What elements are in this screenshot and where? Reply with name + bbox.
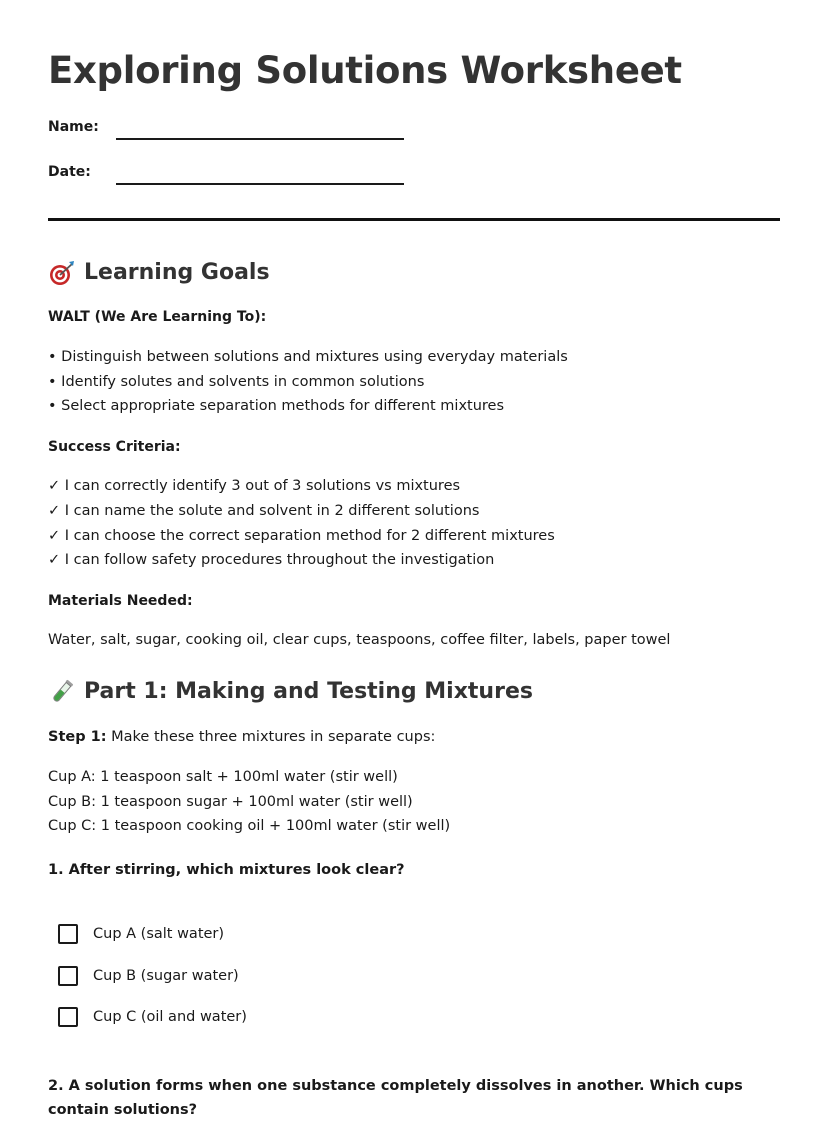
walt-item: • Distinguish between solutions and mixtures using everyday materials	[48, 349, 568, 365]
learning-goals-title: Learning Goals	[84, 260, 270, 285]
step1-label: Step 1:	[48, 729, 107, 745]
checkbox[interactable]	[58, 966, 78, 986]
option-cup-a[interactable]	[58, 922, 224, 946]
option-label: Cup B (sugar water)	[93, 968, 239, 984]
date-field-row	[48, 163, 448, 187]
test-tube-icon	[48, 678, 76, 706]
success-criteria-item: ✓ I can choose the correct separation method for 2 different mixtures	[48, 528, 555, 544]
name-field-row	[48, 118, 448, 142]
success-criteria-heading: Success Criteria:	[48, 439, 181, 455]
option-label: Cup C (oil and water)	[93, 1009, 247, 1025]
date-label: Date:	[48, 164, 91, 180]
option-label: Cup A (salt water)	[93, 926, 225, 942]
part1-heading	[48, 677, 533, 707]
cup-item: Cup C: 1 teaspoon cooking oil + 100ml water (stir well)	[48, 818, 451, 834]
step1-line	[48, 727, 435, 747]
date-field[interactable]	[116, 183, 404, 185]
name-field[interactable]	[116, 138, 404, 140]
cup-item: Cup B: 1 teaspoon sugar + 100ml water (stir well)	[48, 794, 413, 810]
walt-item: • Identify solutes and solvents in common solutions	[48, 374, 425, 390]
success-criteria-item: ✓ I can follow safety procedures throughout the investigation	[48, 552, 495, 568]
cup-item: Cup A: 1 teaspoon salt + 100ml water (stir well)	[48, 769, 398, 785]
walt-heading: WALT (We Are Learning To):	[48, 309, 267, 325]
question-2: 2. A solution forms when one substance completely dissolves in another. Which cups contain solutions?	[48, 1078, 743, 1118]
page-title: Exploring Solutions Worksheet	[48, 49, 682, 92]
materials-heading: Materials Needed:	[48, 593, 193, 609]
part1-title: Part 1: Making and Testing Mixtures	[84, 679, 533, 704]
target-icon	[48, 259, 76, 287]
materials-text: Water, salt, sugar, cooking oil, clear cups, teaspoons, coffee filter, labels, paper towel	[48, 632, 671, 648]
header-divider	[48, 218, 780, 221]
step1-text: Make these three mixtures in separate cups:	[106, 729, 436, 745]
checkbox[interactable]	[58, 1007, 78, 1027]
success-criteria-item: ✓ I can name the solute and solvent in 2 different solutions	[48, 503, 480, 519]
name-label: Name:	[48, 119, 99, 135]
learning-goals-heading	[48, 258, 270, 288]
walt-item: • Select appropriate separation methods for different mixtures	[48, 398, 505, 414]
question-1: 1. After stirring, which mixtures look clear?	[48, 862, 405, 878]
option-cup-b[interactable]	[58, 964, 239, 988]
success-criteria-item: ✓ I can correctly identify 3 out of 3 solutions vs mixtures	[48, 478, 461, 494]
option-cup-c[interactable]	[58, 1005, 247, 1029]
checkbox[interactable]	[58, 924, 78, 944]
